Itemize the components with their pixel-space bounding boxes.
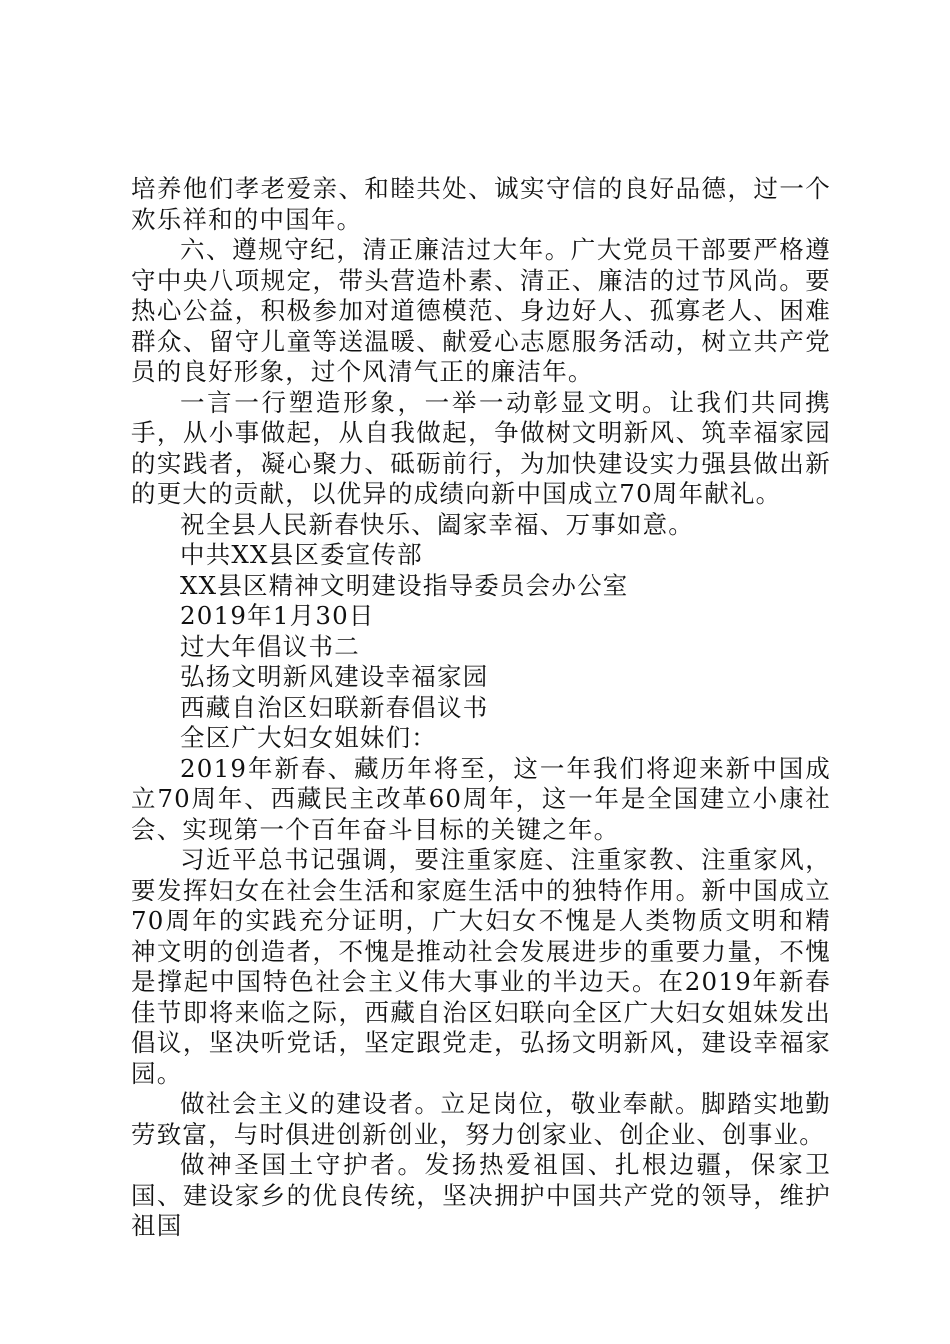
paragraph: 习近平总书记强调，要注重家庭、注重家教、注重家风，要发挥妇女在社会生活和家庭生活中的独特作用。新中国成立70周年的实践充分证明，广大妇女不愧是人类物质文明和精神文明的创造者，不愧是推动社会发展进步的重要力量，不愧是撑起中国特色社会主义伟大事业的半边天。在2019年新春佳节即将来临之际，西藏自治区妇联向全区广大妇女姐妹发出倡议，坚决听党话，坚定跟党走，弘扬文明新风，建设幸福家园。 — [131, 845, 831, 1088]
paragraph: 2019年1月30日 — [180, 601, 375, 630]
paragraph: 过大年倡议书二 — [180, 631, 360, 661]
document-body — [131, 174, 831, 1242]
paragraph: 培养他们孝老爱亲、和睦共处、诚实守信的良好品德，过一个欢乐祥和的中国年。 — [131, 174, 831, 234]
paragraph: 中共XX县区委宣传部 — [180, 540, 423, 569]
paragraph: 祝全县人民新春快乐、阖家幸福、万事如意。 — [180, 509, 694, 539]
paragraph: 2019年新春、藏历年将至，这一年我们将迎来新中国成立70周年、西藏民主改革60周年，这一年是全国建立小康社会、实现第一个百年奋斗目标的关键之年。 — [131, 753, 831, 844]
paragraph: 一言一行塑造形象，一举一动彰显文明。让我们共同携手，从小事做起，从自我做起，争做树文明新风、筑幸福家园的实践者，凝心聚力、砥砺前行，为加快建设实力强县做出新的更大的贡献，以优异的成绩向新中国成立70周年献礼。 — [131, 387, 831, 508]
paragraph: 做社会主义的建设者。立足岗位，敬业奉献。脚踏实地勤劳致富，与时俱进创新创业，努力创家业、创企业、创事业。 — [131, 1089, 831, 1149]
paragraph: 全区广大妇女姐妹们： — [180, 723, 437, 752]
paragraph: XX县区精神文明建设指导委员会办公室 — [180, 570, 629, 600]
paragraph: 六、遵规守纪，清正廉洁过大年。广大党员干部要严格遵守中央八项规定，带头营造朴素、清正、廉洁的过节风尚。要热心公益，积极参加对道德模范、身边好人、孤寡老人、困难群众、留守儿童等送温暖、献爱心志愿服务活动，树立共产党员的良好形象，过个风清气正的廉洁年。 — [131, 235, 831, 386]
paragraph: 弘扬文明新风建设幸福家园 — [180, 662, 489, 691]
paragraph: 西藏自治区妇联新春倡议书 — [180, 692, 489, 722]
paragraph: 做神圣国土守护者。发扬热爱祖国、扎根边疆，保家卫国、建设家乡的优良传统，坚决拥护中国共产党的领导，维护祖国 — [131, 1150, 831, 1240]
